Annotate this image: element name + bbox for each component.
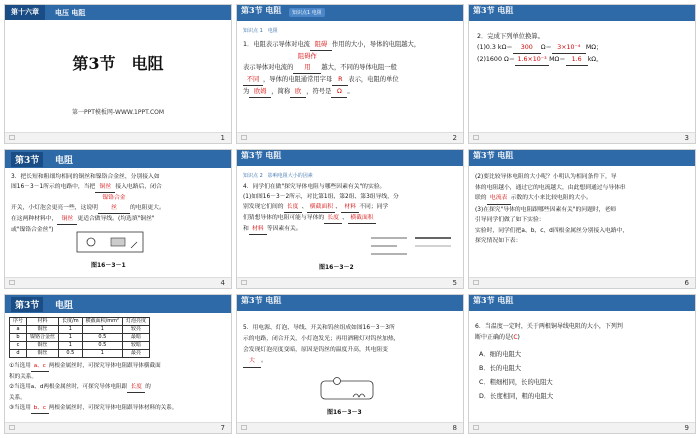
slide-2[interactable] (236, 4, 464, 144)
section-title: 第3节 电阻 (241, 295, 282, 305)
section-ribbon (237, 150, 463, 166)
slide-footer (5, 132, 231, 143)
slide-9[interactable] (468, 294, 696, 434)
section-ribbon (469, 150, 695, 166)
slide-icon: ☐ (241, 134, 248, 142)
slide-icon: ☐ (473, 279, 480, 287)
circuit-diagram (75, 228, 147, 256)
knowledge-point: 知识点 1 电阻 (243, 28, 278, 34)
slide-7[interactable] (4, 294, 232, 434)
slide-footer (5, 422, 231, 433)
question-4-items: ①当选用 a、c 两根金属丝时，可探究导体电阻跟导体横截面 积的关系。 ②当选用a、d两根金属丝时，可探究导体电阻跟 长度 的 关系。 ③当选用 b、c 两根金属丝时，可探究导体电阻跟导体材料的关系。 (9, 361, 231, 414)
section-ribbon (469, 5, 695, 21)
question-4-cont: (2)要比较导体电阻的大小呢？小明认为相同条件下，导 体的电阻越小，通过它的电流越大，由此想到通过与导体串 联的 电流表 示数的大小来比较电阻的大小。 (3)在探究"导体的电阻跟哪些因素有关"的问题时，老师 引导同学们做了如下实验： 实验时，同学们把a、b、c、d四根金属丝分别接入电路中， 探究情况如下表： (475, 174, 629, 244)
section-title: 电阻 (55, 301, 74, 311)
section-title: 第3节 电阻 (241, 5, 282, 15)
slide-4[interactable] (4, 149, 232, 289)
table-row: b 镍铬合金丝 1 0.5 最暗 (10, 334, 150, 342)
section-bar (5, 295, 231, 313)
section-title: 第3节 电阻 (473, 5, 514, 15)
option-d[interactable]: D．长度相同，粗的电阻大 (479, 393, 554, 400)
section-title: 第3节 电阻 (473, 150, 514, 160)
section-title: 电阻 (55, 156, 74, 166)
section-bar (5, 150, 231, 168)
section-ribbon (469, 295, 695, 311)
slide-footer (469, 277, 695, 288)
slide-number: 3 (684, 134, 689, 142)
slide-number: 2 (452, 134, 457, 142)
section-ribbon (237, 295, 463, 311)
slide-number: 7 (220, 424, 225, 432)
slide-title: 第3节 电阻 (72, 54, 164, 73)
slide-1[interactable] (4, 4, 232, 144)
slide-footer (469, 422, 695, 433)
slide-footer (237, 422, 463, 433)
figure-caption: 图16－3－2 (319, 264, 354, 271)
section-title: 第3节 电阻 (241, 150, 282, 160)
table-row: c 铜丝 1 0.5 较暗 (10, 342, 150, 350)
slide-icon: ☐ (9, 279, 16, 287)
section-label: 第3节 (11, 152, 43, 167)
wire-diagram (367, 234, 457, 256)
slide-5[interactable] (236, 149, 464, 289)
slide-footer (237, 132, 463, 143)
chapter-title: 电压 电阻 (55, 8, 86, 17)
question-5: 5．用电源、灯泡、导线、开关和钨丝组成如图16－3－3所 示的电路，闭合开关，小灯泡发光；再用酒精灯对钨丝加热， 会发现灯泡亮度变暗，原因是钨丝的温度升高，其电阻变 大 。 (243, 323, 461, 368)
option-b[interactable]: B．长的电阻大 (479, 365, 522, 372)
circuit-diagram (317, 375, 377, 403)
figure-caption: 图16－3－3 (327, 409, 362, 416)
slide-number: 8 (452, 424, 457, 432)
figure-caption: 图16－3－1 (91, 262, 126, 269)
slide-footer (5, 277, 231, 288)
slide-6[interactable] (468, 149, 696, 289)
knowledge-point: 知识点 2 影响电阻大小的因素 (243, 173, 313, 179)
question-2: 2．完成下列单位换算。 (1)0.3 kΩ＝ 300 Ω＝ 3×10⁻⁴ MΩ； (2)1600 Ω＝ 1.6×10⁻³ MΩ＝ 1.6 kΩ。 (477, 31, 691, 66)
slide-number: 1 (220, 134, 225, 142)
slide-icon: ☐ (241, 279, 248, 287)
question-4: 4．同学们在做"探究导体电阻与哪些因素有关"的实验。 (1)如图16－3－2所示，对比第1组、第2组、第3组导线，分 别发现它们间的 长度 、 横截面积 、 材料 不同；同学 们猜想导体的电阻可能与导体的 长度 、 横截面积 和 材料 等因素有关。 (243, 182, 461, 235)
question-3: 3．把长短和粗细均相同的铜丝和镍铬合金丝，分别接入如 图16－3－1所示的电路中，当把 铜丝 接入电路后，闭合 开关，小灯泡会更亮一些，这说明镍铬合金丝 的电阻更大。 在这两种材料中， 铜丝 更适合做导线。(均选填"铜丝" 或"镍铬合金丝") (11, 174, 165, 233)
section-title: 第3节 电阻 (473, 295, 514, 305)
question-1: 1．电阻表示导体对电流 阻碍 作用的大小，导体的电阻越大， 表示导体对电流的阻碍作用 越大，不同的导体电阻一般 不同 ，导体的电阻通常用字母 R 表示，电阻的单位 为 欧姆 ，简称 欧 ，符号是 Ω 。 (243, 39, 461, 98)
table-header-row: 序号 材料 长度/m 横截面积/mm² 灯泡亮度 (10, 318, 150, 326)
section-label: 第3节 (11, 297, 43, 312)
table-row: d 铜丝 0.5 1 最亮 (10, 350, 150, 358)
slide-number: 4 (220, 279, 225, 287)
question-6: 6．当温度一定时，关于两根铜导线电阻的大小，下列判 断中正确的是(C) (475, 323, 623, 341)
slide-number: 5 (452, 279, 457, 287)
slide-footer (237, 277, 463, 288)
chapter-header (5, 5, 231, 20)
slide-icon: ☐ (9, 134, 16, 142)
slide-icon: ☐ (473, 424, 480, 432)
slide-icon: ☐ (241, 424, 248, 432)
table-row: a 铜丝 1 1 较亮 (10, 326, 150, 334)
option-c[interactable]: C．粗细相同，长的电阻大 (479, 379, 553, 386)
option-a[interactable]: A．细的电阻大 (479, 351, 522, 358)
slide-number: 6 (684, 279, 689, 287)
chapter-tag: 第十六章 (5, 5, 45, 20)
data-table (9, 317, 150, 358)
section-ribbon (237, 5, 463, 21)
slide-number: 9 (684, 424, 689, 432)
slide-8[interactable] (236, 294, 464, 434)
slide-icon: ☐ (9, 424, 16, 432)
ribbon-tag: 知识点1 电阻 (289, 8, 325, 17)
slide-icon: ☐ (473, 134, 480, 142)
slide-3[interactable] (468, 4, 696, 144)
slide-footer (469, 132, 695, 143)
site-text: 第一PPT模板网-WWW.1PPT.COM (71, 109, 165, 116)
